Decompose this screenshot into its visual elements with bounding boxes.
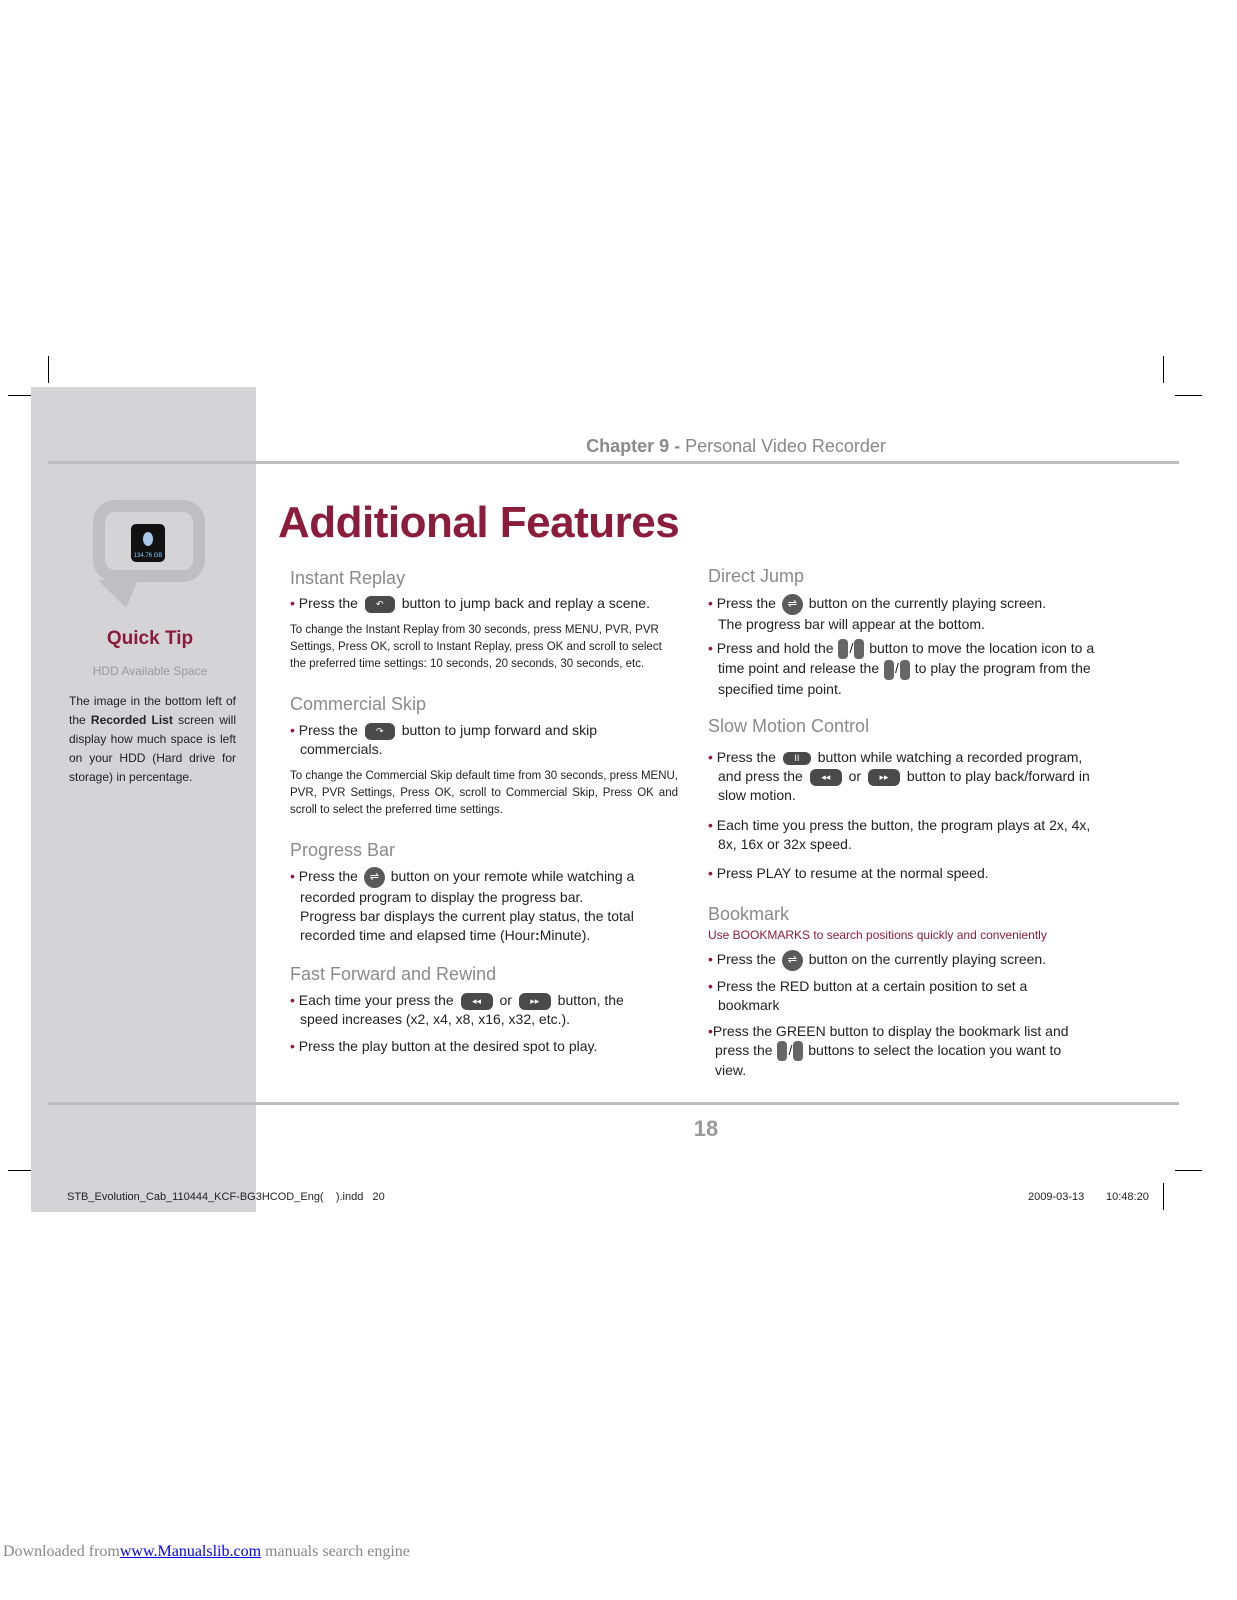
chapter-label: Chapter 9 - bbox=[586, 436, 681, 456]
text: button to play back/forward in slow motion. bbox=[718, 768, 1090, 803]
instant-replay-note: To change the Instant Replay from 30 seconds, press MENU, PVR, PVR Settings, Press OK, scroll to Instant Replay, press OK and scroll to select the preferred time settings: 10 seconds, 20 seconds, 30 seconds, etc. bbox=[290, 624, 662, 670]
top-rule bbox=[48, 461, 1179, 464]
rewind-button-icon: ◂◂ bbox=[461, 993, 493, 1010]
slow-motion-bullet: • Press PLAY to resume at the normal speed. bbox=[708, 865, 989, 881]
text: Press PLAY to resume at the normal speed. bbox=[716, 865, 989, 881]
text: button to jump forward and skip commercials. bbox=[300, 722, 598, 757]
bookmark-bullet: • Press the RED button at a certain position to set a bookmark bbox=[708, 978, 1028, 1013]
bottom-rule bbox=[48, 1102, 1179, 1105]
hdd-space-icon bbox=[131, 524, 165, 562]
quick-tip-text: The image in the bottom left of the bbox=[69, 694, 236, 727]
quick-tip-body bbox=[69, 692, 236, 787]
bookmark-bullet: • Press the ⇌ button on the currently playing screen. bbox=[708, 950, 1108, 971]
text: Minute). bbox=[539, 927, 591, 943]
quick-tip-bold: Recorded List bbox=[90, 713, 173, 727]
pause-button-icon: II bbox=[783, 752, 811, 765]
progress-button-icon: ⇌ bbox=[782, 950, 803, 971]
commercial-skip-bullet: • Press the ↷ button to jump forward and skip commercials. bbox=[290, 722, 598, 757]
crop-mark bbox=[48, 356, 49, 383]
quick-tip-heading: Quick Tip bbox=[106, 628, 194, 649]
crop-mark bbox=[1175, 395, 1202, 396]
direct-jump-bullet: • Press and hold the / button to move the location icon to a time point and release the / to play the program from the specified time point. bbox=[708, 640, 1095, 697]
crop-mark bbox=[1163, 356, 1164, 383]
page-title: Additional Features bbox=[278, 498, 680, 547]
text: Press the bbox=[716, 749, 776, 765]
left-right-arrow-icon: / bbox=[883, 660, 911, 676]
text: The progress bar will appear at the bottom. bbox=[718, 616, 985, 632]
slug-date: 2009-03-13 bbox=[1028, 1191, 1085, 1203]
ff-rewind-bullet: • Each time your press the ◂◂ or ▸▸ button, the speed increases (x2, x4, x8, x16, x32, etc.). bbox=[290, 992, 624, 1027]
commercial-skip-note: To change the Commercial Skip default time from 30 seconds, press MENU, PVR, PVR Settings, Press OK, scroll to Commercial Skip, Press OK and scroll to select the preferred time settings. bbox=[290, 770, 678, 816]
text: button, the speed increases (x2, x4, x8, x16, x32, etc.). bbox=[300, 992, 624, 1027]
text: or bbox=[499, 992, 512, 1008]
section-heading-commercial-skip: Commercial Skip bbox=[290, 694, 427, 714]
page-number: 18 bbox=[693, 1116, 719, 1141]
text: buttons to select the location you want to view. bbox=[715, 1042, 1062, 1079]
text: Press the bbox=[716, 595, 776, 612]
section-heading-instant-replay: Instant Replay bbox=[290, 568, 406, 588]
chapter-header bbox=[256, 436, 1216, 457]
text: button to move the location icon to a time point and release the bbox=[718, 640, 1095, 677]
progress-bar-bullet: • Press the ⇌ button on your remote while watching a recorded program to display the progress bar. Progress bar displays the current play status, the total recorded time and elapsed time (Hour:Minute). bbox=[290, 868, 635, 943]
quick-tip-subheading: HDD Available Space bbox=[92, 664, 208, 678]
chapter-title: Personal Video Recorder bbox=[685, 436, 886, 456]
text: Press the GREEN button to display the bookmark list and press the bbox=[712, 1023, 1069, 1058]
text: button on your remote while watching a recorded program to display the progress bar. bbox=[300, 868, 635, 905]
slow-motion-bullet: • Press the II button while watching a recorded program, and press the ◂◂ or ▸▸ button to play back/forward in slow motion. bbox=[708, 749, 1090, 803]
section-heading-ff-rewind: Fast Forward and Rewind bbox=[290, 964, 497, 984]
download-suffix: manuals search engine bbox=[261, 1543, 410, 1560]
crop-mark bbox=[1163, 1183, 1164, 1210]
hdd-space-text: 134.76 GB bbox=[133, 553, 163, 559]
slow-motion-bullet: • Each time you press the button, the program plays at 2x, 4x, 8x, 16x or 32x speed. bbox=[708, 817, 1091, 852]
text: to play the program from the specified time point. bbox=[718, 660, 1091, 697]
bookmark-subtitle: Use BOOKMARKS to search positions quickly and conveniently bbox=[708, 928, 1047, 942]
replay-button-icon: ↶ bbox=[365, 596, 395, 613]
left-right-arrow-icon: / bbox=[837, 640, 865, 656]
text: Press the bbox=[298, 722, 358, 738]
text: Each time your press the bbox=[298, 992, 454, 1008]
slug-time: 10:48:20 bbox=[1106, 1191, 1149, 1203]
crop-mark bbox=[1175, 1170, 1202, 1171]
ff-rewind-bullet: • Press the play button at the desired spot to play. bbox=[290, 1038, 598, 1054]
fast-forward-button-icon: ▸▸ bbox=[868, 769, 900, 786]
text: Each time you press the button, the program plays at 2x, 4x, 8x, 16x or 32x speed. bbox=[716, 817, 1091, 852]
text: : bbox=[535, 927, 540, 943]
text: Press the bbox=[298, 868, 358, 885]
text: Press the bbox=[298, 595, 358, 611]
text: button on the currently playing screen. bbox=[808, 951, 1047, 968]
text: Press the bbox=[716, 951, 776, 968]
bookmark-bullet: •Press the GREEN button to display the bookmark list and press the / buttons to select the location you want to view. bbox=[708, 1023, 1069, 1079]
text: button on the currently playing screen. bbox=[808, 595, 1047, 612]
section-heading-slow-motion: Slow Motion Control bbox=[708, 716, 870, 736]
download-prefix: Downloaded from bbox=[3, 1543, 120, 1560]
direct-jump-bullet: • Press the ⇌ button on the currently playing screen. The progress bar will appear at the bottom. bbox=[708, 595, 1047, 632]
section-heading-direct-jump: Direct Jump bbox=[708, 566, 805, 586]
skip-button-icon: ↷ bbox=[365, 723, 395, 740]
text: Progress bar displays the current play status, the total recorded time and elapsed time (Hour bbox=[300, 908, 634, 943]
text: Press the play button at the desired spot to play. bbox=[298, 1038, 598, 1054]
rewind-button-icon: ◂◂ bbox=[810, 769, 842, 786]
up-down-arrow-icon: / bbox=[776, 1042, 804, 1058]
section-heading-progress-bar: Progress Bar bbox=[290, 840, 396, 860]
slug-file: STB_Evolution_Cab_110444_KCF-BG3HCOD_Eng( ).indd 20 bbox=[67, 1191, 385, 1203]
text: Press the RED button at a certain position to set a bookmark bbox=[716, 978, 1028, 1013]
progress-button-icon: ⇌ bbox=[364, 867, 385, 888]
manualslib-link[interactable]: www.Manualslib.com bbox=[119, 1543, 262, 1560]
section-heading-bookmark: Bookmark bbox=[708, 904, 790, 924]
text: Press and hold the bbox=[716, 640, 834, 656]
quick-tip-text: screen will display how much space is left on your HDD (Hard drive for storage) in percentage. bbox=[69, 713, 236, 784]
fast-forward-button-icon: ▸▸ bbox=[519, 993, 551, 1010]
download-footer bbox=[3, 1543, 410, 1561]
text: button to jump back and replay a scene. bbox=[401, 595, 650, 611]
text: button while watching a recorded program, and press the bbox=[718, 749, 1083, 784]
progress-button-icon: ⇌ bbox=[782, 594, 803, 615]
instant-replay-bullet: • Press the ↶ button to jump back and replay a scene. bbox=[290, 595, 650, 611]
text: or bbox=[848, 768, 862, 784]
